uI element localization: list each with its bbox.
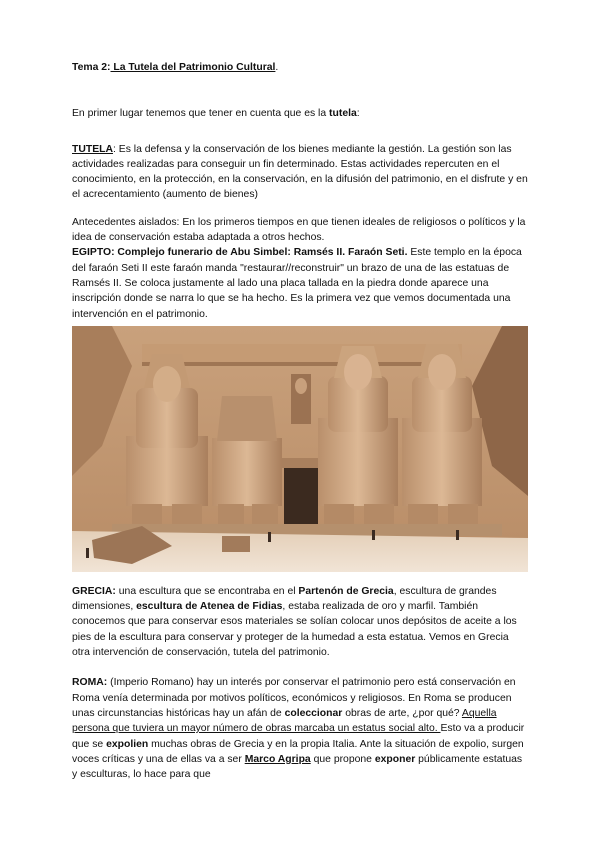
grecia-term: GRECIA: — [72, 585, 116, 597]
tutela-paragraph — [72, 142, 528, 203]
roma-paragraph — [72, 675, 528, 782]
roma-text-2: obras de arte, ¿por qué? — [342, 707, 462, 719]
intro-text: En primer lugar tenemos que tener en cuenta que es la — [72, 108, 330, 120]
egipto-text: Este templo en la época del faraón Seti II este faraón manda "restaurar//reconstruir" un brazo de una de las estatuas de Ramsés II. Se coloca justamente al lado una placa tallada en la piedra donde aparece una inscripción donde se narra lo que se ha hecho. Es la primera vez que vemos documentada una intervención en el patrimonio. — [72, 247, 522, 320]
tutela-term: TUTELA — [72, 143, 113, 155]
roma-text-1: (Imperio Romano) hay un interés por conservar el patrimonio pero está conservación en Roma venía determinada por motivos políticos, económicos y religiosos. En Roma se producen unas circunstancias históricas hay un afán de — [72, 677, 516, 719]
document-body — [72, 60, 528, 782]
intro-tail: : — [356, 108, 360, 120]
grecia-text-3: , estaba realizada de oro y marfil. También conocemos que para conservar esos materiales se solían colocar unos depósitos de aceite a los pies de la escultura para conservar y proteger de la humedad a esta estatua. Vemos en Grecia otra intervención de conservación, tutela del patrimonio. — [72, 601, 517, 659]
grecia-bold-partenon: Partenón de Grecia — [298, 585, 394, 597]
egipto-paragraph — [72, 245, 528, 321]
intro-paragraph — [72, 106, 528, 121]
grecia-text-1: una escultura que se encontraba en el — [115, 585, 299, 597]
grecia-text-2: , escultura de grandes dimensiones, — [72, 585, 497, 613]
roma-text-3: Esto va a producir que se — [72, 723, 525, 750]
egipto-heading: EGIPTO: Complejo funerario de Abu Simbel: Ramsés II. Faraón Seti. — [72, 247, 408, 259]
antecedentes-paragraph: Antecedentes aislados: En los primeros tiempos en que tienen ideales de religiosos o políticos y la idea de conservación estaba adaptada a otros hechos. — [72, 216, 526, 244]
roma-bold-exponer: exponer — [374, 753, 416, 765]
abu-simbel-photo — [72, 326, 528, 572]
roma-term: ROMA: — [72, 677, 108, 689]
tutela-definition: : Es la defensa y la conservación de los bienes mediante la gestión. La gestión son las actividades realizadas para conseguir un fin determinado. Estas actividades repercuten en el conocimiento, en la protección, en la conservación, en la difusión del patrimonio, en el disfrute y en el acrecentamiento (aumento de bienes) — [72, 143, 528, 201]
roma-text-5: que propone — [310, 753, 375, 765]
title-label: Tema 2: — [72, 62, 111, 73]
roma-underlined-sentence: Aquella persona que tuviera un mayor número de obras marcaba un estatus social alto. — [72, 707, 497, 735]
intro-bold: tutela — [329, 108, 357, 120]
roma-text-6: públicamente estatuas y esculturas, lo hace para que — [72, 753, 523, 781]
roma-bold-expolien: expolien — [106, 738, 149, 750]
document-title — [72, 60, 528, 75]
title-tail: . — [275, 62, 279, 73]
roma-text-4: muchas obras de Grecia y en la propia Italia. Ante la situación de expolio, surgen voces críticas y una de ellas va a ser — [72, 738, 524, 765]
title-text: La Tutela del Patrimonio Cultural — [110, 62, 276, 73]
roma-bold-coleccionar: coleccionar — [284, 707, 343, 719]
roma-marco-agripa: Marco Agripa — [244, 753, 311, 765]
grecia-bold-atenea: escultura de Atenea de Fidias — [136, 601, 283, 613]
abu-simbel-illustration — [72, 326, 528, 572]
grecia-paragraph — [72, 584, 528, 660]
